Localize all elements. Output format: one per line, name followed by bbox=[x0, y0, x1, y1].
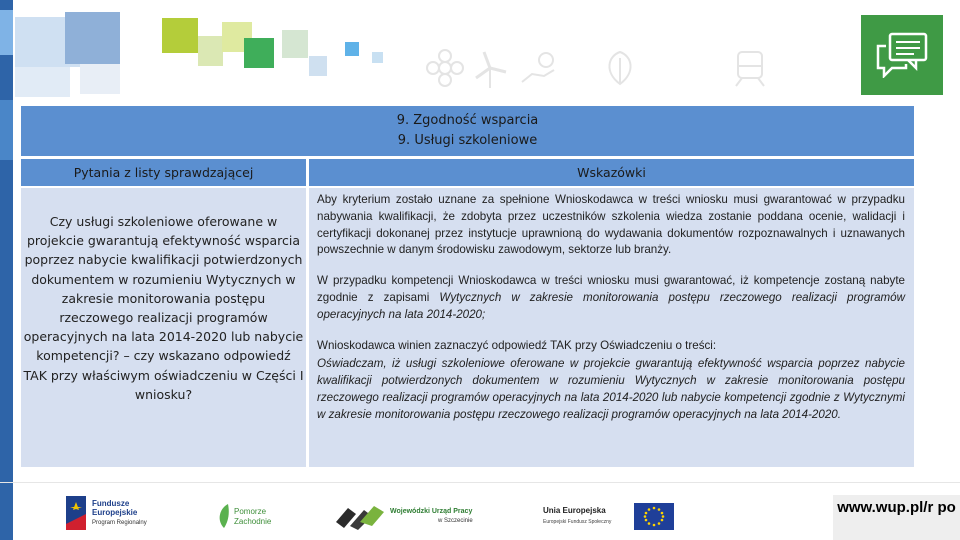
left-color-strip-light bbox=[0, 10, 13, 55]
fundusze-europejskie-logo bbox=[66, 496, 156, 532]
wup-books-icon bbox=[334, 500, 386, 530]
wup-line-1: Wojewódzki Urząd Pracy bbox=[390, 508, 473, 515]
pz-line-1: Pomorze bbox=[234, 507, 267, 516]
column-header-hints: Wskazówki bbox=[309, 159, 914, 186]
fe-line-3: Program Regionalny bbox=[92, 520, 147, 526]
header-line-2: 9. Usługi szkoleniowe bbox=[397, 133, 538, 148]
question-cell bbox=[21, 188, 306, 467]
fe-line-2: Europejskie bbox=[92, 508, 138, 517]
wind-turbine-icon bbox=[470, 48, 510, 88]
fe-star-icon bbox=[66, 496, 86, 530]
pz-leaf-icon bbox=[216, 502, 232, 530]
pz-line-2: Zachodnie bbox=[234, 517, 272, 526]
deco-square bbox=[372, 52, 383, 63]
deco-square bbox=[80, 64, 120, 94]
pomorze-zachodnie-logo bbox=[216, 502, 276, 532]
ue-line-2: Europejski Fundusz Społeczny bbox=[543, 519, 612, 525]
hints-text bbox=[309, 188, 914, 424]
checklist-table bbox=[21, 106, 914, 467]
hint-competences-plain: W przypadku kompetencji Wnioskodawca w treści wniosku musi gwarantować, iż kompetencje zostaną nabyte zgodnie z zapisami bbox=[317, 274, 905, 304]
left-color-strip bbox=[0, 0, 13, 540]
website-url[interactable] bbox=[833, 495, 960, 540]
deco-square bbox=[309, 56, 327, 76]
left-color-strip-mid bbox=[0, 100, 13, 160]
hand-coins-icon bbox=[520, 48, 560, 88]
unia-europejska-logo bbox=[541, 502, 676, 532]
eu-flag-icon bbox=[634, 503, 674, 530]
ue-line-1: Unia Europejska bbox=[543, 506, 606, 515]
hint-qualifications: Aby kryterium zostało uznane za spełnione Wnioskodawca w treści wniosku musi gwarantować w przypadku nabywania kwalifikacji, że zdobyta przez uczestników szkolenia wiedza zostanie poddana ocenie, walidacji i certyfikacji dokonanej przez instytucje uprawnioną do wydawania dokumentów rozpoznawalnych i uznawanych powszechnie w danym środowisku zawodowym, sektorze lub branży. bbox=[317, 193, 905, 257]
fe-line-1: Fundusze bbox=[92, 499, 130, 508]
hint-statement-intro: Wnioskodawca winien zaznaczyć odpowiedź TAK przy Oświadczeniu o treści: bbox=[317, 338, 717, 352]
question-text: Czy usługi szkoleniowe oferowane w projekcie gwarantują efektywność wsparcia poprzez nabycie kwalifikacji potwierdzonych dokumentem w rozumieniu Wytycznych w zakresie monitorowania postępu rzeczowego realizacji programów operacyjnych na lata 2014-2020 lub nabycie kompetencji? – czy wskazano odpowiedź TAK przy właściwym oświadczeniu w Części I wniosku? bbox=[23, 214, 304, 402]
wup-line-2: w Szczecinie bbox=[438, 518, 473, 524]
table-header bbox=[21, 106, 914, 156]
deco-square bbox=[162, 18, 198, 53]
chat-bubbles-icon bbox=[876, 32, 928, 78]
website-url-text[interactable]: www.wup.pl/r po bbox=[837, 499, 956, 516]
flower-icon bbox=[425, 48, 465, 88]
chat-badge bbox=[861, 15, 943, 95]
deco-square bbox=[65, 12, 120, 64]
hint-statement: Oświadczam, iż usługi szkoleniowe oferowane w projekcie gwarantują efektywność wsparcia poprzez nabycie kwalifikacji potwierdzonych dokumentem w rozumieniu Wytycznych w zakresie monitorowania postępu rzeczowego realizacji programów operacyjnych na lata 2014-2020 lub nabycie kompetencji zgodnie z Wytycznymi w zakresie monitorowania postępu rzeczowego realizacji programów operacyjnych na lata 2014-2020. bbox=[317, 357, 905, 421]
deco-square bbox=[244, 38, 274, 68]
deco-square bbox=[282, 30, 308, 58]
hint-competences bbox=[317, 273, 905, 323]
hint-competences-italic: Wytycznych w zakresie monitorowania postępu rzeczowego realizacji programów operacyjnych na lata 2014-2020; bbox=[317, 290, 906, 321]
deco-square bbox=[198, 36, 223, 66]
hints-cell bbox=[309, 188, 914, 467]
deco-square bbox=[15, 67, 70, 97]
footer-divider bbox=[0, 482, 960, 483]
column-header-questions: Pytania z listy sprawdzającej bbox=[21, 159, 306, 186]
train-icon bbox=[730, 48, 770, 88]
leaves-icon bbox=[600, 48, 640, 88]
wojewodzki-urzad-pracy-logo bbox=[334, 500, 484, 530]
header-line-1: 9. Zgodność wsparcia bbox=[396, 113, 539, 128]
deco-square bbox=[345, 42, 359, 56]
